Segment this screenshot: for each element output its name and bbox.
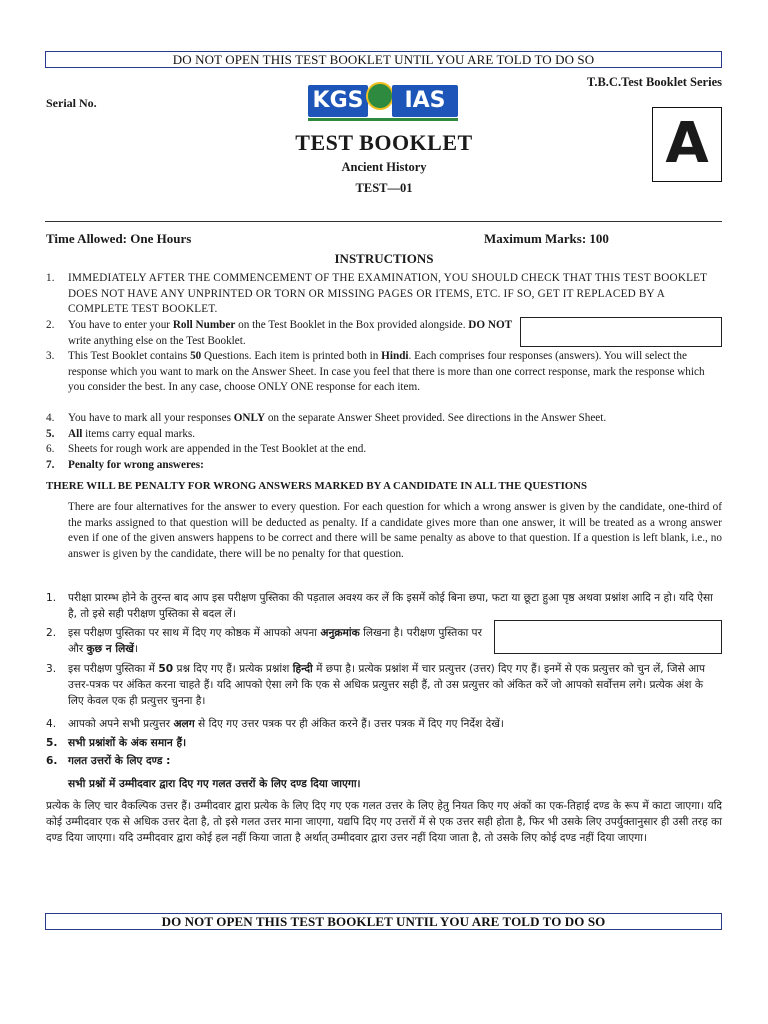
hindi-instruction-item-6: 6. गलत उत्तरों के लिए दण्ड :: [46, 755, 171, 767]
logo-kgs-text: KGS: [308, 85, 368, 117]
time-allowed: Time Allowed: One Hours: [46, 231, 192, 246]
test-number: TEST—01: [355, 181, 413, 195]
penalty-paragraph: There are four alternatives for the answer to every question. For each question for which a wrong answer is given by the candidate, one-third of the marks assigned to that question will be deducted as penalty. If a candidate gives more than one answer, it will be treated as a wrong answer even if one of the given answers happens to be correct and there will be same penalty as above to that question. If a question is left blank, i.e., no answer is given by the candidate, there will be no penalty for that question.: [68, 501, 722, 560]
instruction-item-7: 7. Penalty for wrong answeres:: [46, 459, 204, 471]
hindi-instruction-item-4: 4. आपको अपने सभी प्रत्युत्तर अलग से दिए गए उत्तर पत्रक पर ही अंकित करने हैं। उत्तर पत्रक में दिए गए निर्देश देखें।: [46, 718, 504, 730]
instruction-item-4: 4. You have to mark all your responses ONLY on the separate Answer Sheet provided. See directions in the Answer Sheet.: [46, 412, 607, 424]
hindi-instruction-item-3: 3. इस परीक्षण पुस्तिका में 50 प्रश्न दिए गए हैं। प्रत्येक प्रश्नांश हिन्दी में छपा है। प्रत्येक प्रश्नांश में चार प्रत्युत्तर (उत्तर) दिए गए हैं। इनमें से एक प्रत्युत्तर को चुन लें, जिसे आप उत्तर-पत्रक पर अंकित करना चाहते हैं। यदि आपको ऐसा लगे कि एक से अधिक प्रत्युत्तर सही हैं, तो उस प्रत्युत्तर को अंकित करें जो आपको सर्वोत्तम लगे। प्रत्येक अंश के लिए केवल एक ही प्रत्युत्तर चुनना है।: [46, 663, 706, 707]
serial-number-label: Serial No.: [46, 96, 97, 110]
hindi-penalty-heading: सभी प्रश्नों में उम्मीदवार द्वारा दिए गए गलत उत्तरों के लिए दण्ड दिया जाएगा।: [68, 778, 361, 790]
maximum-marks: Maximum Marks: 100: [484, 231, 609, 246]
instruction-item-6: 6. Sheets for rough work are appended in the Test Booklet at the end.: [46, 443, 367, 455]
booklet-code-box: A: [652, 107, 722, 182]
hindi-penalty-paragraph: प्रत्येक के लिए चार वैकल्पिक उत्तर हैं। उम्मीदवार द्वारा प्रत्येक के लिए दिए गए एक गलत उत्तर के लिए हेतु नियत किए गए अंकों का एक-तिहाई दण्ड के रूप में काटा जाएगा। यदि कोई उम्मीदवार एक से अधिक उत्तर देता है, तो इसे गलत उत्तर माना जाएगा, यद्यपि दिए गए उत्तरों में से एक उत्तर सही होता है, फिर भी उसके लिए उपर्युक्तानुसार ही उसी तरह का दण्ड दिया जाएगा। यदि उम्मीदवार द्वारा कोई हल नहीं किया जाता है अर्थात् उम्मीदवार द्वारा उत्तर नहीं दिया जाता है, तो उसके लिए कोई दण्ड नहीं दिया जाएगा।: [46, 800, 722, 844]
logo-ias-text: IAS: [392, 85, 458, 117]
instructions-heading: INSTRUCTIONS: [334, 251, 434, 266]
bottom-warning-banner: DO NOT OPEN THIS TEST BOOKLET UNTIL YOU ARE TOLD TO DO SO: [45, 913, 722, 930]
instruction-item-5: 5. All items carry equal marks.: [46, 428, 196, 440]
booklet-series-label: T.B.C.Test Booklet Series: [586, 75, 722, 89]
page-title: TEST BOOKLET: [295, 130, 473, 155]
hindi-instruction-item-5: 5. सभी प्रश्नांशों के अंक समान हैं।: [46, 737, 187, 749]
logo-stripe: [308, 118, 458, 121]
roll-number-box-hindi[interactable]: [494, 620, 722, 654]
roll-number-box[interactable]: [520, 317, 722, 347]
instruction-item-2: 2. You have to enter your Roll Number on the Test Booklet in the Box provided alongside. DO NOT write anything else on the Test Booklet.: [46, 319, 513, 347]
instruction-item-1: 1. IMMEDIATELY AFTER THE COMMENCEMENT OF THE EXAMINATION, YOU SHOULD CHECK THAT THIS TEST BOOKLET DOES NOT HAVE ANY UNPRINTED OR TORN OR MISSING PAGES OR ITEMS, ETC. IF SO, GET IT REPLACED BY A COMPLETE TEST BOOKLET.: [46, 272, 708, 315]
instruction-item-3: 3. This Test Booklet contains 50 Questions. Each item is printed both in Hindi. Each comprises four responses (answers). You will select the response which you want to mark on the Answer Sheet. In case you feel that there is more than one correct response, mark the response which you consider the best. In any case, choose ONLY ONE response for each item.: [46, 350, 705, 393]
globe-icon: [366, 82, 394, 110]
penalty-heading: THERE WILL BE PENALTY FOR WRONG ANSWERS MARKED BY A CANDIDATE IN ALL THE QUESTIONS: [46, 480, 587, 492]
top-warning-banner: DO NOT OPEN THIS TEST BOOKLET UNTIL YOU ARE TOLD TO DO SO: [45, 51, 722, 68]
divider: [45, 221, 722, 222]
subject-title: Ancient History: [341, 160, 427, 174]
kgs-ias-logo: [308, 85, 458, 121]
hindi-instruction-item-2: 2. इस परीक्षण पुस्तिका पर साथ में दिए गए कोष्ठक में आपको अपना अनुक्रमांक लिखना है। परीक्षण पुस्तिका पर और कुछ न लिखें।: [46, 627, 482, 655]
hindi-instruction-item-1: 1. परीक्षा प्रारम्भ होने के तुरन्त बाद आप इस परीक्षण पुस्तिका की पड़ताल अवश्य कर लें कि इसमें कोई बिना छपा, फटा या छूटा हुआ पृष्ठ अथवा प्रश्नांश आदि न हो। यदि ऐसा है, तो इसे सही परीक्षण पुस्तिका से बदल लें।: [46, 592, 713, 620]
